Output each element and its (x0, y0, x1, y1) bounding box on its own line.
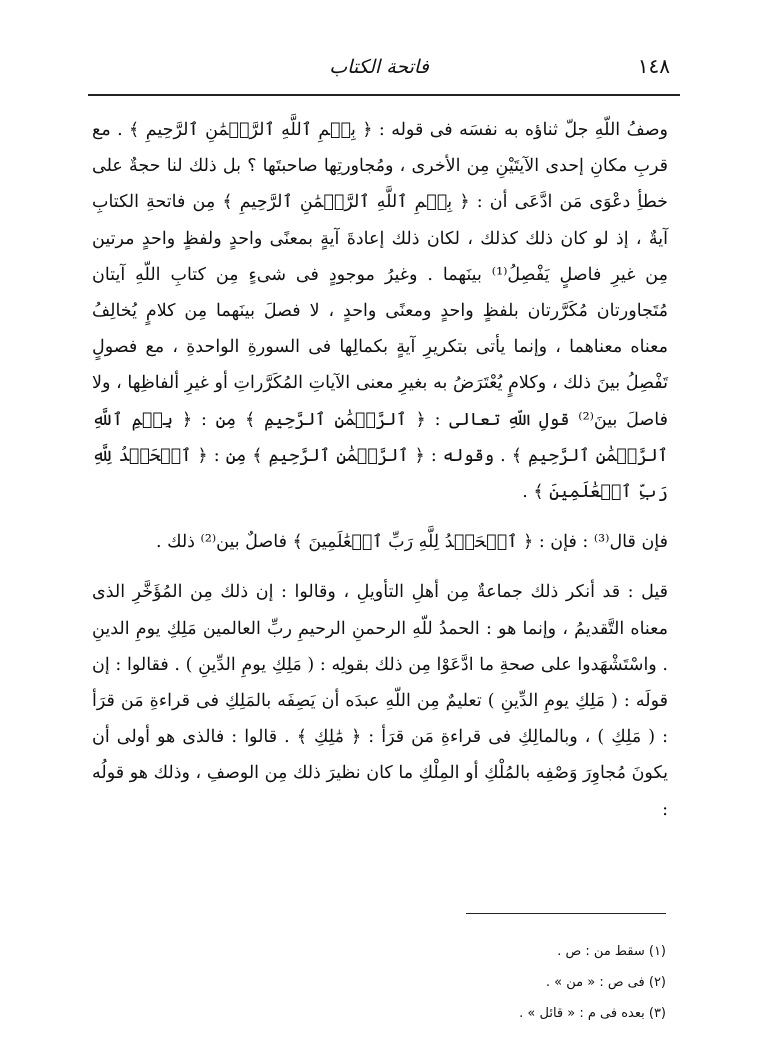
running-title: فاتحة الكتاب (329, 56, 429, 78)
body-text (92, 112, 668, 828)
footnotes (300, 936, 666, 1029)
footnote-divider (466, 913, 666, 914)
paragraph-3: قيل : قد أنكر ذلك جماعةٌ مِن أهلِ التأويلِ ، وقالوا : إن ذلك مِن المُؤَخَّرِ الذى معناه التَّقديمُ ، وإنما هو : الحمدُ للّهِ الرحمنِ الرحيمِ ربِّ العالمين مَلِكِ يومِ الدينِ . واسْتَشْهَدوا على صحةِ ما ادَّعَوْا مِن ذلك بقولِه : ( مَلِكِ يومِ الدِّينِ ) . فقالوا : إن قولَه : ( مَلِكِ يومِ الدِّينِ ) تعليمٌ مِن اللّهِ عبدَه أن يَصِفَه بالمَلِكِ فى قراءةِ مَن قرَأ : ( مَلِكِ ) ، وبالمالِكِ فى قراءةِ مَن قرَأ : ﴿ مَٰلِكِ ﴾ . قالوا : فالذى هو أولى أن يكونَ مُجاوِرَ وَصْفِه بالمُلْكِ أو المِلْكِ ما كان نظيرَ ذلك مِن الوصفِ ، وذلك هو قولُه : (92, 582, 668, 820)
page-number: ١٤٨ (637, 54, 670, 78)
page-header (88, 48, 670, 88)
paragraph-2: فإن قال⁽³⁾ : فإن : ﴿ ٱلۡحَمۡدُ لِلَّهِ رَبِّ ٱلۡعَٰلَمِينَ ﴾ فاصلٌ بين⁽²⁾ ذلك . (155, 532, 668, 553)
footnote-1: (١) سقط من : ص . (557, 944, 666, 959)
footnote-3: (٣) بعده فى م : « قائل » . (519, 1006, 666, 1021)
header-divider (88, 94, 680, 96)
footnote-2: (٢) فى ص : « من » . (545, 975, 666, 990)
paragraph-1: وصفُ اللّهِ جلّ ثناؤه به نفسَه فى قوله : ﴿ بِسۡمِ ٱللَّهِ ٱلرَّحۡمَٰنِ ٱلرَّحِيمِ ﴾ . مع قربِ مكانِ إحدى الآيتَيْنِ مِن الأخرى ، ومُجاورتِها صاحبتَها ؟ بل ذلك لنا حجةٌ على خطأِ دعْوَى مَن ادَّعَى أن : ﴿ بِسۡمِ ٱللَّهِ ٱلرَّحۡمَٰنِ ٱلرَّحِيمِ ﴾ مِن فاتحةِ الكتابِ آيةٌ ، إذ لو كان ذلك كذلك ، لكان ذلك إعادةَ آيةٍ بمعنًى واحدٍ ولفظٍ واحدٍ مرتين مِن غيرِ فاصلٍ يَفْصِلُ⁽¹⁾ بينَهما . وغيرُ موجودٍ فى شىءٍ مِن كتابِ اللّهِ آيتان مُتَجاورتان مُكَرَّرتان بلفظٍ واحدٍ ومعنًى واحدٍ ، لا فصلَ بينَهما مِن كلامٍ يُخالِفُ معناه معناهما ، وإنما يأتى بتكريرِ آيةٍ بكمالِها فى السورةِ الواحدةِ ، مع فصولٍ تَفْصِلُ بينَ ذلك ، وكلامٍ يُعْتَرَضُ به بغيرِ معنى الآياتِ المُكَرَّراتِ أو غيرِ ألفاظِها ، ولا فاصلَ بينَ⁽²⁾ قولِ اللّهِ تعالى : ﴿ ٱلرَّحۡمَٰنِ ٱلرَّحِيمِ ﴾ مِن : ﴿ بِسۡمِ ٱللَّهِ ٱلرَّحۡمَٰنِ ٱلرَّحِيمِ ﴾ . وقوله : ﴿ ٱلرَّحۡمَٰنِ ٱلرَّحِيمِ ﴾ مِن : ﴿ ٱلۡحَمۡدُ لِلَّهِ رَبِّ ٱلۡعَٰلَمِينَ ﴾ . (92, 120, 669, 503)
